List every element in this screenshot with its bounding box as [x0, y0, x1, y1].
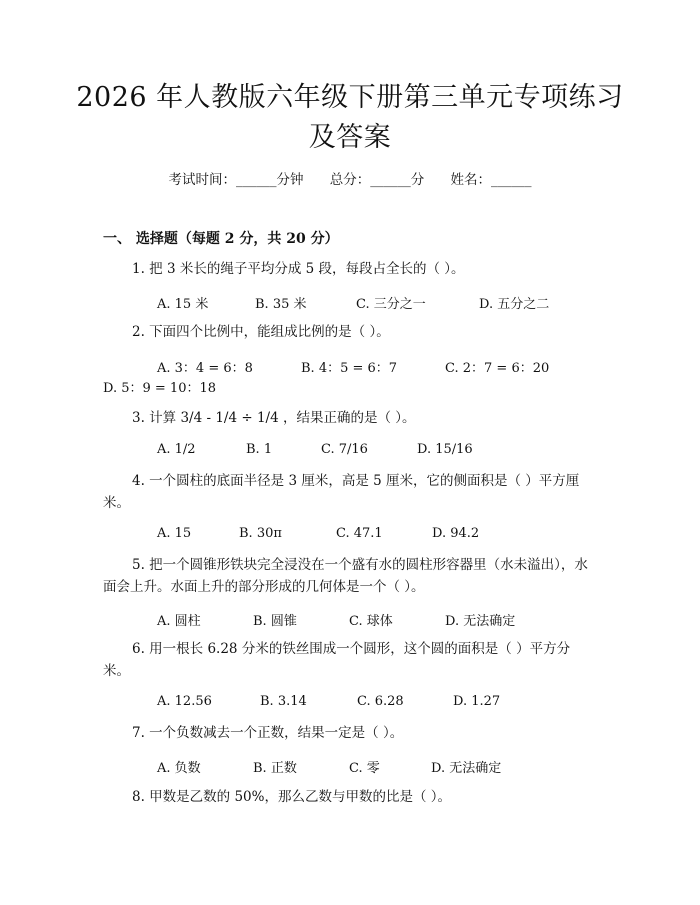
option-c: C. 47.1	[336, 526, 383, 541]
exam-info	[0, 168, 700, 188]
question-7: 7. 一个负数减去一个正数，结果一定是（ ）。	[132, 725, 404, 741]
option-d: D. 94.2	[432, 526, 480, 541]
question-1-options	[157, 293, 549, 312]
section-heading: 一、 选择题（每题 2 分，共 20 分）	[103, 231, 339, 247]
option-a: A. 15 米	[157, 297, 209, 312]
question-2-options	[157, 357, 549, 376]
question-2: 2. 下面四个比例中，能组成比例的是（ ）。	[132, 324, 390, 340]
option-c: C. 2：7 = 6：20	[445, 361, 550, 376]
title-line-2: 及答案	[308, 122, 392, 153]
question-8: 8. 甲数是乙数的 50%，那么乙数与甲数的比是（ ）。	[132, 789, 452, 805]
option-b: B. 正数	[253, 761, 297, 776]
document-title	[60, 78, 640, 158]
question-2-option-d: D. 5：9 = 10：18	[103, 381, 217, 396]
option-c: C. 7/16	[321, 442, 368, 457]
exam-time: 考试时间：______分钟	[168, 172, 304, 188]
option-b: B. 30π	[239, 526, 282, 541]
exam-score: 总分：______分	[329, 172, 425, 188]
option-a: A. 3：4 = 6：8	[157, 361, 253, 376]
title-line-1: 2026 年人教版六年级下册第三单元专项练习	[76, 82, 624, 113]
option-a: A. 12.56	[157, 694, 212, 709]
option-a: A. 15	[157, 526, 192, 541]
question-5-options	[157, 610, 515, 629]
question-6: 6. 用一根长 6.28 分米的铁丝围成一个圆形，这个圆的面积是（ ）平方分米。	[103, 641, 571, 679]
option-b: B. 圆锥	[253, 614, 297, 629]
option-d: D. 1.27	[453, 694, 501, 709]
option-b: B. 1	[246, 442, 273, 457]
question-5: 5. 把一个圆锥形铁块完全浸没在一个盛有水的圆柱形容器里（水未溢出），水面会上升。水面上升的部分形成的几何体是一个（ ）。	[103, 557, 588, 595]
option-a: A. 圆柱	[157, 614, 201, 629]
option-c: C. 6.28	[357, 694, 404, 709]
option-b: B. 35 米	[255, 297, 307, 312]
option-d: D. 无法确定	[431, 761, 502, 776]
option-d: D. 五分之二	[479, 297, 550, 312]
question-4-options	[157, 526, 479, 541]
option-c: C. 球体	[349, 614, 393, 629]
option-d: D. 15/16	[417, 442, 473, 457]
option-c: C. 零	[349, 761, 380, 776]
option-a: A. 负数	[157, 761, 201, 776]
question-1: 1. 把 3 米长的绳子平均分成 5 段，每段占全长的（ ）。	[132, 261, 465, 277]
question-3: 3. 计算 3/4 - 1/4 ÷ 1/4 ，结果正确的是（ ）。	[132, 410, 416, 426]
option-d: D. 无法确定	[445, 614, 516, 629]
question-4: 4. 一个圆柱的底面半径是 3 厘米，高是 5 厘米，它的侧面积是（ ）平方厘米。	[103, 473, 580, 511]
question-7-options	[157, 757, 501, 776]
question-6-options	[157, 694, 500, 709]
option-c: C. 三分之一	[356, 297, 426, 312]
option-a: A. 1/2	[157, 442, 196, 457]
question-3-options	[157, 442, 473, 457]
exam-name: 姓名：______	[450, 172, 532, 188]
option-b: B. 3.14	[260, 694, 307, 709]
option-b: B. 4：5 = 6：7	[301, 361, 398, 376]
